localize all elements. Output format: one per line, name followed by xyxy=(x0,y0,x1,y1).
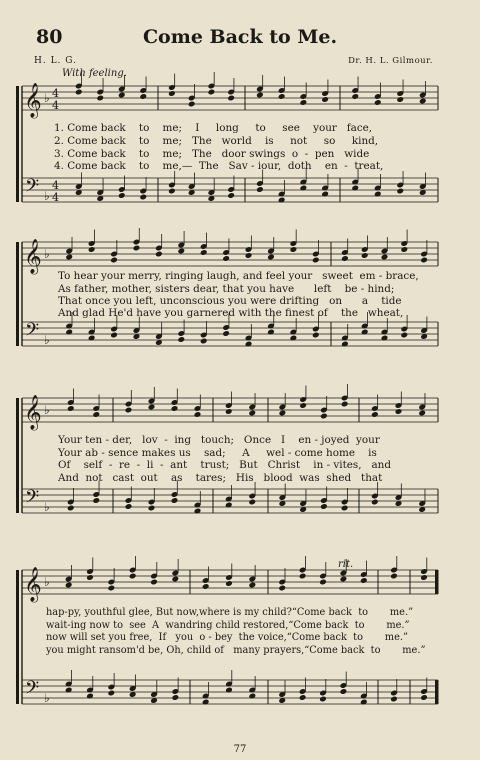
bass-note xyxy=(390,696,398,703)
treble-note xyxy=(321,96,329,103)
treble-note xyxy=(248,410,256,417)
treble-clef: 𝄞 xyxy=(24,239,42,274)
treble-note xyxy=(133,245,141,252)
treble-clef: 𝄞 xyxy=(24,83,42,118)
hymn-title: Come Back to Me. xyxy=(142,26,338,48)
bass-note xyxy=(139,194,147,201)
bass-clef: 𝄢 xyxy=(25,320,40,345)
treble-note xyxy=(150,579,158,586)
treble-note xyxy=(208,89,216,96)
treble-note xyxy=(225,580,233,587)
treble-note xyxy=(75,89,83,96)
lyric-line: hap-py, youthful glee, But now,where is my child?“Come back to me.” xyxy=(46,607,414,618)
flat-sign: ♭ xyxy=(44,691,50,705)
bass-note xyxy=(92,497,100,504)
treble-note xyxy=(374,99,382,106)
bass-note xyxy=(200,338,208,345)
flat-sign: ♭ xyxy=(44,189,50,203)
bass-note xyxy=(319,696,327,703)
flat-sign: ♭ xyxy=(44,247,50,261)
bass-note xyxy=(125,503,133,510)
treble-note xyxy=(290,246,298,253)
lyricist-credit: H. L. G. xyxy=(34,56,77,66)
treble-note xyxy=(194,411,202,418)
treble-note xyxy=(312,257,320,264)
bass-note xyxy=(320,503,328,510)
system-bracket xyxy=(16,242,19,346)
treble-note xyxy=(256,92,264,99)
treble-note xyxy=(400,246,408,253)
treble-note xyxy=(92,411,100,418)
bass-note xyxy=(172,694,180,701)
flat-sign: ♭ xyxy=(44,403,50,417)
treble-note xyxy=(420,257,428,264)
treble-note xyxy=(319,579,327,586)
final-barline xyxy=(435,680,438,704)
bass-note xyxy=(341,505,349,512)
treble-note xyxy=(420,574,428,581)
treble-note xyxy=(225,408,233,415)
treble-note xyxy=(188,101,196,108)
treble-note xyxy=(371,411,379,418)
page-number: 77 xyxy=(233,744,247,755)
composer-credit: Dr. H. L. Gilmour. xyxy=(348,56,433,66)
bass-note xyxy=(177,336,185,343)
treble-note xyxy=(129,573,137,580)
tempo-marking: With feeling. xyxy=(62,68,127,79)
treble-note xyxy=(299,402,307,409)
treble-note xyxy=(419,98,427,105)
treble-note xyxy=(65,254,73,261)
treble-note xyxy=(108,585,116,592)
bass-clef: 𝄢 xyxy=(25,487,40,512)
flat-sign: ♭ xyxy=(44,575,50,589)
bass-note xyxy=(148,505,156,512)
bass-note xyxy=(299,694,307,701)
treble-note xyxy=(278,93,286,100)
treble-note xyxy=(202,583,210,590)
time-signature: 4 xyxy=(52,179,59,192)
lyric-line: And not cast out as tares; His blood was shed that xyxy=(58,472,383,484)
bass-note xyxy=(222,330,230,337)
bass-clef: 𝄢 xyxy=(25,678,40,703)
lyric-line: you might ransom'd be, Oh, child of many prayers,“Come back to me.” xyxy=(46,645,426,656)
hymn-number: 80 xyxy=(36,26,63,48)
treble-clef: 𝄞 xyxy=(24,395,42,430)
treble-clef: 𝄞 xyxy=(24,567,42,602)
lyric-line: As father, mother, sisters dear, that you have left be - hind; xyxy=(58,283,395,295)
treble-note xyxy=(171,405,179,412)
treble-note xyxy=(381,254,389,261)
bass-note xyxy=(340,688,348,695)
treble-note xyxy=(300,99,308,106)
bass-note xyxy=(420,694,428,701)
treble-note xyxy=(227,95,235,102)
treble-note xyxy=(155,251,163,258)
bass-note xyxy=(118,192,126,199)
time-signature: 4 xyxy=(52,191,59,204)
treble-note xyxy=(86,574,94,581)
treble-note xyxy=(418,410,426,417)
treble-note xyxy=(125,407,133,414)
treble-note xyxy=(65,582,73,589)
treble-note xyxy=(222,255,230,262)
system-bracket xyxy=(16,86,19,202)
bass-note xyxy=(227,192,235,199)
bass-clef: 𝄢 xyxy=(25,176,40,201)
treble-note xyxy=(177,248,185,255)
treble-note xyxy=(361,252,369,259)
treble-note xyxy=(67,405,75,412)
treble-note xyxy=(267,254,275,261)
lyric-line: 1. Come back to me; I long to see your face, xyxy=(54,122,373,134)
bass-note xyxy=(248,499,256,506)
bass-note xyxy=(400,332,408,339)
treble-note xyxy=(172,576,180,583)
treble-note xyxy=(299,573,307,580)
final-barline xyxy=(435,570,438,594)
lyric-line: 3. Come back to me; The door swings o - pen wide xyxy=(54,148,370,160)
treble-note xyxy=(390,573,398,580)
treble-note xyxy=(118,92,126,99)
lyric-line: Your ten - der, lov - ing touch; Once I en - joyed your xyxy=(58,434,380,446)
bass-note xyxy=(371,499,379,506)
bass-note xyxy=(168,188,176,195)
lyric-line: To hear your merry, ringing laugh, and feel your sweet em - brace, xyxy=(58,270,419,282)
treble-note xyxy=(360,577,368,584)
treble-note xyxy=(278,585,286,592)
treble-note xyxy=(395,408,403,415)
treble-note xyxy=(340,576,348,583)
lyric-line: That once you left, unconscious you were drifting on a tide xyxy=(58,295,402,307)
lyric-line: Of self - re - li - ant trust; But Christ in - vites, and xyxy=(58,459,391,471)
treble-note xyxy=(96,95,104,102)
treble-note xyxy=(245,252,253,259)
lyric-line: And glad He'd have you garnered with the finest of the wheat, xyxy=(58,307,404,319)
flat-sign: ♭ xyxy=(44,333,50,347)
bass-note xyxy=(396,188,404,195)
ritardando-marking: rit. xyxy=(338,559,354,570)
lyric-line: 4. Come back to me,— The Sav - iour, doth en - treat, xyxy=(54,160,384,172)
bass-note xyxy=(108,690,116,697)
treble-note xyxy=(396,96,404,103)
lyric-line: 2. Come back to me; The world is not so kind, xyxy=(54,135,379,147)
treble-note xyxy=(351,93,359,100)
treble-note xyxy=(320,413,328,420)
time-signature: 4 xyxy=(52,99,59,112)
treble-note xyxy=(110,257,118,264)
time-signature: 4 xyxy=(52,87,59,100)
lyric-line: Your ab - sence makes us sad; A wel - come home is xyxy=(58,447,377,459)
treble-note xyxy=(88,246,96,253)
flat-sign: ♭ xyxy=(44,500,50,514)
bass-note xyxy=(110,332,118,339)
treble-note xyxy=(200,249,208,256)
treble-note xyxy=(249,582,257,589)
treble-note xyxy=(341,401,349,408)
bass-note xyxy=(171,497,179,504)
treble-note xyxy=(279,410,287,417)
bass-note xyxy=(256,186,264,193)
system-bracket xyxy=(16,570,19,704)
lyric-line: now will set you free, If you o - bey the voice,“Come back to me.” xyxy=(46,632,409,643)
lyric-line: wait-ing now to see A wandring child restored,“Come back to me.” xyxy=(46,620,410,631)
system-bracket xyxy=(16,398,19,513)
treble-note xyxy=(148,404,156,411)
flat-sign: ♭ xyxy=(44,91,50,105)
treble-note xyxy=(341,255,349,262)
bass-note xyxy=(67,505,75,512)
bass-note xyxy=(312,332,320,339)
treble-note xyxy=(139,93,147,100)
treble-note xyxy=(168,90,176,97)
